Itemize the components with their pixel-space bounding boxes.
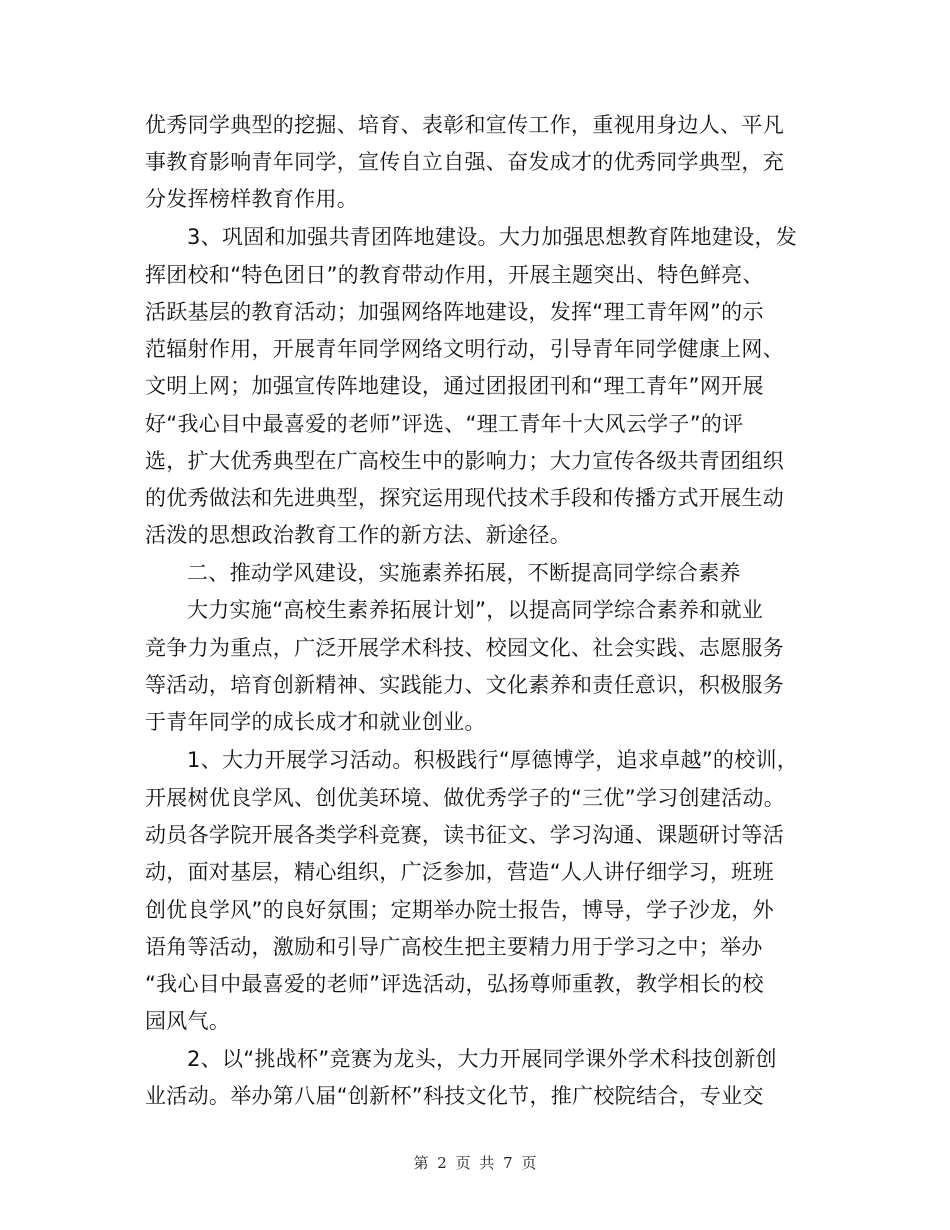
text-line: 大力实施“高校生素养拓展计划”，以提高同学综合素养和就业 xyxy=(187,598,764,622)
text-line: 2、以“挑战杯”竞赛为龙头，大力开展同学课外学术科技创新创 xyxy=(187,1047,777,1071)
text-line: 范辐射作用，开展青年同学网络文明行动，引导青年同学健康上网、 xyxy=(145,337,784,361)
text-line: 创优良学风”的良好氛围；定期举办院士报告，博导，学子沙龙，外 xyxy=(145,898,774,922)
text-line: 等活动，培育创新精神、实践能力、文化素养和责任意识，积极服务 xyxy=(145,673,784,697)
text-line: 动，面对基层，精心组织，广泛参加，营造“人人讲仔细学习，班班 xyxy=(145,860,774,884)
text-line: 动员各学院开展各类学科竞赛，读书征文、学习沟通、课题研讨等活 xyxy=(145,823,784,847)
text-line: 分发挥榜样教育作用。 xyxy=(145,187,358,211)
page-footer: 第 2 页 共 7 页 xyxy=(413,1154,537,1172)
text-line: “我心目中最喜爱的老师”评选活动，弘扬尊师重教，教学相长的校 xyxy=(145,972,764,996)
text-line: 挥团校和“特色团日”的教育带动作用，开展主题突出、特色鲜亮、 xyxy=(145,263,764,287)
text-line: 开展树优良学风、创优美环境、做优秀学子的“三优”学习创建活动。 xyxy=(145,786,786,810)
text-line: 活跃基层的教育活动；加强网络阵地建设，发挥“理工青年网”的示 xyxy=(145,300,764,324)
text-line: 园风气。 xyxy=(145,1009,231,1033)
text-line: 活泼的思想政治教育工作的新方法、新途径。 xyxy=(145,523,571,547)
text-line: 优秀同学典型的挖掘、培育、表彰和宣传工作，重视用身边人、平凡 xyxy=(145,113,784,137)
text-line: 3、巩固和加强共青团阵地建设。大力加强思想教育阵地建设，发 xyxy=(187,225,798,249)
text-line: 1、大力开展学习活动。积极践行“厚德博学，追求卓越”的校训， xyxy=(187,748,799,772)
text-line: 业活动。举办第八届“创新杯”科技文化节，推广校院结合，专业交 xyxy=(145,1084,764,1108)
text-line: 文明上网；加强宣传阵地建设，通过团报团刊和“理工青年”网开展 xyxy=(145,374,764,398)
text-line: 好“我心目中最喜爱的老师”评选、“理工青年十大风云学子”的评 xyxy=(145,412,744,436)
text-line: 事教育影响青年同学，宣传自立自强、奋发成才的优秀同学典型，充 xyxy=(145,150,784,174)
text-line: 竞争力为重点，广泛开展学术科技、校园文化、社会实践、志愿服务 xyxy=(145,636,784,660)
text-line: 选，扩大优秀典型在广高校生中的影响力；大力宣传各级共青团组织 xyxy=(145,449,784,473)
text-line: 二、推动学风建设，实施素养拓展，不断提高同学综合素养 xyxy=(187,561,741,585)
text-line: 的优秀做法和先进典型，探究运用现代技术手段和传播方式开展生动 xyxy=(145,486,784,510)
text-line: 于青年同学的成长成才和就业创业。 xyxy=(145,710,486,734)
text-line: 语角等活动，激励和引导广高校生把主要精力用于学习之中；举办 xyxy=(145,935,763,959)
